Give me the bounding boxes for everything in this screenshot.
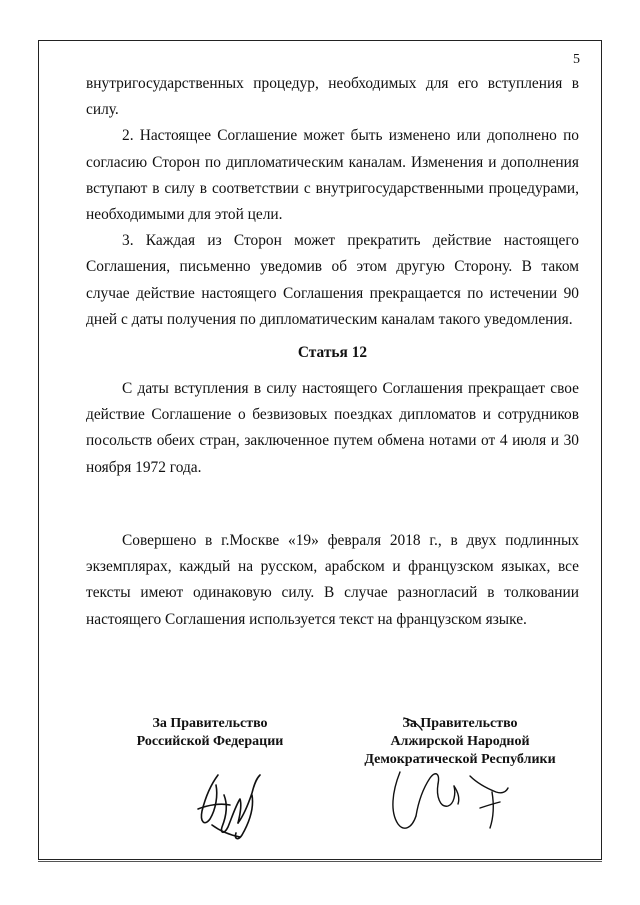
closing-clause <box>86 528 579 633</box>
signature-russia-handwritten <box>190 765 280 845</box>
paragraph-termination: 3. Каждая из Сторон может прекратить действие настоящего Соглашения, письменно уведомив об этом другую Сторону. В таком случае действие настоящего Соглашения прекращается по истечении 90 дней с даты получения по дипломатическим каналам такого уведомления. <box>86 232 579 328</box>
signature-label-line3: Демократической Республики <box>364 752 556 767</box>
signature-algeria-handwritten <box>382 712 522 842</box>
article-12-body <box>86 376 579 481</box>
signature-label-line2: Алжирской Народной <box>390 734 530 749</box>
paragraph-done-at-moscow: Совершено в г.Москве «19» февраля 2018 г., в двух подлинных экземплярах, каждый на русском, арабском и французском языках, все тексты имеют одинаковую силу. В случае разногласий в толковании настоящего Соглашения используется текст на французском языке. <box>86 532 579 628</box>
article-11-continuation <box>86 71 579 333</box>
page-number: 5 <box>573 52 580 67</box>
paragraph-article-12: С даты вступления в силу настоящего Соглашения прекращает свое действие Соглашение о безвизовых поездках дипломатов и сотрудников посольств обеих стран, заключенное путем обмена нотами от 4 июля и 30 ноября 1972 года. <box>86 380 579 476</box>
paragraph-amendments: 2. Настоящее Соглашение может быть изменено или дополнено по согласию Сторон по дипломатическим каналам. Изменения и дополнения вступают в силу в соответствии с внутригосударственными процедурами, необходимыми для этой цели. <box>86 127 579 224</box>
page-border-bottom-line <box>38 861 602 862</box>
signature-label-line2: Российской Федерации <box>136 734 284 749</box>
signature-block-russia <box>110 715 310 751</box>
article-12-heading: Статья 12 <box>297 344 368 361</box>
signature-label-line1: За Правительство <box>152 716 268 731</box>
signature-label-line1: За Правительство <box>402 716 518 731</box>
paragraph-entry-into-force: внутригосударственных процедур, необходимых для его вступления в силу. <box>86 75 579 119</box>
